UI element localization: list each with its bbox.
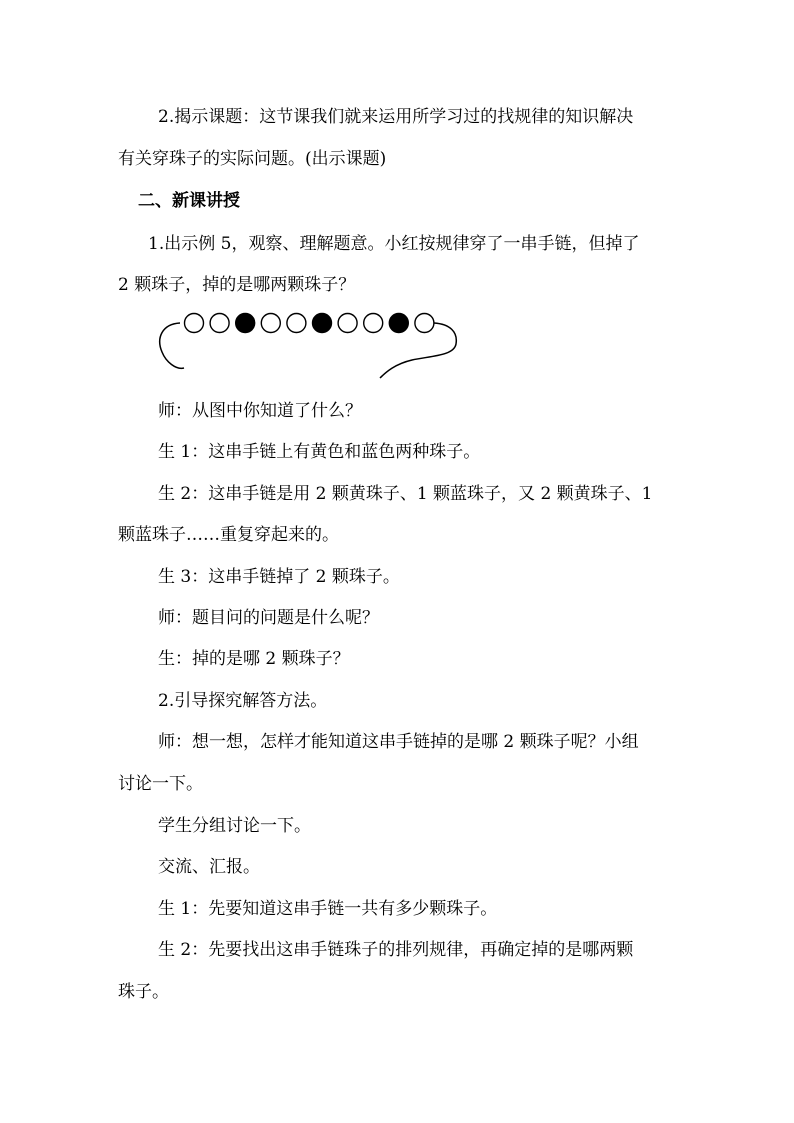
section-heading: 二、新课讲授 [138, 191, 240, 211]
paragraph-line-15: 学生分组讨论一下。 [158, 816, 311, 836]
bead-yellow [185, 314, 204, 333]
step-heading-2: 2.引导探究解答方法。 [158, 691, 328, 711]
dialogue-line-2: 生 1：这串手链上有黄色和蓝色两种珠子。 [158, 442, 481, 462]
bead-blue [236, 314, 255, 333]
dialogue-line-9-cont: 珠子。 [118, 982, 169, 1002]
bead-yellow [261, 314, 280, 333]
paragraph-line-2: 有关穿珠子的实际问题。(出示课题) [118, 149, 387, 169]
paragraph-line-16: 交流、汇报。 [158, 857, 260, 877]
bead-yellow [287, 314, 306, 333]
paragraph-line-1: 2.揭示课题：这节课我们就来运用所学习过的找规律的知识解决 [158, 107, 634, 127]
dialogue-line-1: 师：从图中你知道了什么？ [158, 401, 362, 421]
dialogue-line-7-cont: 讨论一下。 [118, 774, 203, 794]
dialogue-line-6: 生：掉的是哪 2 颗珠子？ [158, 649, 350, 669]
dialogue-line-4: 生 3：这串手链掉了 2 颗珠子。 [158, 567, 400, 587]
dialogue-line-5: 师：题目问的问题是什么呢？ [158, 608, 379, 628]
dialogue-line-3: 生 2：这串手链是用 2 颗黄珠子、1 颗蓝珠子，又 2 颗黄珠子、1 [158, 484, 653, 504]
bead-yellow [338, 314, 357, 333]
dialogue-line-7: 师：想一想，怎样才能知道这串手链掉的是哪 2 颗珠子呢？小组 [158, 732, 639, 752]
bead-yellow [210, 314, 229, 333]
paragraph-line-4: 2 颗珠子，掉的是哪两颗珠子？ [118, 275, 356, 295]
dialogue-line-3-cont: 颗蓝珠子……重复穿起来的。 [118, 525, 339, 545]
bracelet-string-left [160, 323, 184, 368]
bracelet-string-right [380, 323, 456, 378]
bead-yellow [415, 314, 434, 333]
dialogue-line-8: 生 1：先要知道这串手链一共有多少颗珠子。 [158, 899, 498, 919]
bead-yellow [364, 314, 383, 333]
bracelet-figure [150, 306, 470, 384]
bead-blue [389, 314, 408, 333]
bead-blue [313, 314, 332, 333]
dialogue-line-9: 生 2：先要找出这串手链珠子的排列规律，再确定掉的是哪两颗 [158, 940, 634, 960]
paragraph-line-3: 1.出示例 5，观察、理解题意。小红按规律穿了一串手链，但掉了 [148, 234, 640, 254]
